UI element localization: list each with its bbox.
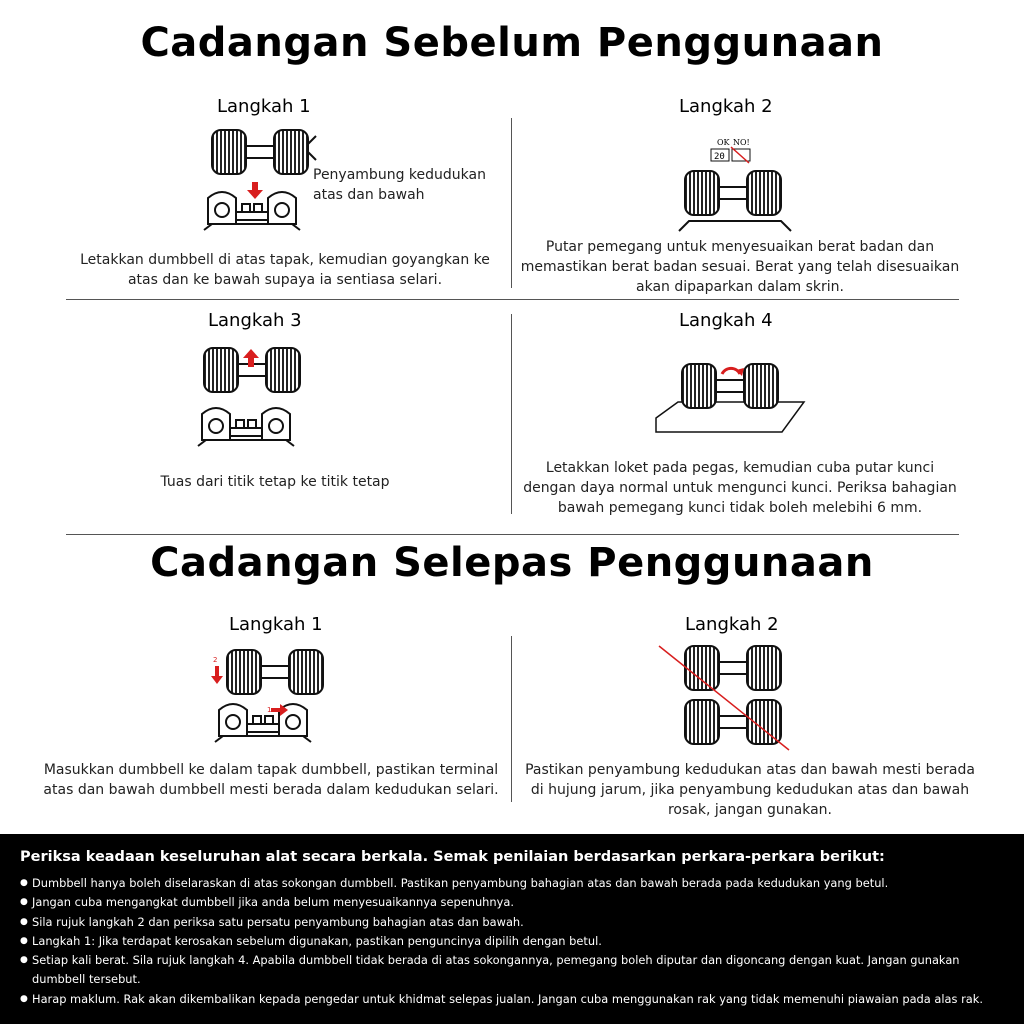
list-item: ● Jangan cuba mengangkat dumbbell jika anda belum menyesuaikannya sepenuhnya. [20, 893, 1010, 912]
section-title-after: Cadangan Selepas Penggunaan [150, 540, 874, 586]
list-item: ● Dumbbell hanya boleh diselaraskan di atas sokongan dumbbell. Pastikan penyambung bahagian atas dan bawah berada pada kedudukan yang betul. [20, 874, 1010, 893]
step-2-label: Langkah 2 [679, 96, 773, 117]
insert-dumbbell-illustration [205, 646, 340, 746]
step-3-caption: Tuas dari titik tetap ke titik tetap [160, 474, 390, 490]
connector-check-illustration [655, 640, 795, 752]
step-2-caption: Putar pemegang untuk menyesuaikan berat badan dan memastikan berat badan sesuai. Berat yang telah disesuaikan akan dipaparkan dalam skrin. [520, 239, 960, 295]
step-4-caption: Letakkan loket pada pegas, kemudian cuba putar kunci dengan daya normal untuk mengunci kunci. Periksa bahagian bawah pemegang kunci tidak boleh melebihi 6 mm. [523, 460, 957, 516]
section-title-before: Cadangan Sebelum Penggunaan [140, 20, 884, 66]
ok-label: OK [717, 138, 730, 147]
divider-vertical [511, 118, 512, 288]
list-item: ● Sila rujuk langkah 2 dan periksa satu persatu penyambung bahagian atas dan bawah. [20, 913, 1010, 932]
after-step-2-caption: Pastikan penyambung kedudukan atas dan bawah mesti berada di hujung jarum, jika penyambung kedudukan atas dan bawah rosak, jangan gunakan. [525, 762, 975, 818]
dumbbell-on-cradle-illustration [200, 124, 320, 234]
list-item: ● Langkah 1: Jika terdapat kerosakan sebelum digunakan, pastikan penguncinya dipilih dengan betul. [20, 932, 1010, 951]
ok-display-value: 20 [714, 152, 725, 162]
footer-heading: Periksa keadaan keseluruhan alat secara berkala. Semak penilaian berdasarkan perkara-perkara berikut: [20, 849, 885, 865]
lock-rotate-illustration [650, 356, 810, 446]
step-1-label: Langkah 1 [217, 96, 311, 117]
inspection-footer [0, 834, 1024, 1024]
after-step-2-label: Langkah 2 [685, 614, 779, 635]
inspection-list [20, 874, 1010, 1009]
step-1-caption: Letakkan dumbbell di atas tapak, kemudian goyangkan ke atas dan ke bawah supaya ia sentiasa selari. [80, 252, 490, 288]
divider-horizontal [66, 299, 959, 300]
after-step-1-label: Langkah 1 [229, 614, 323, 635]
arrow-1-label: 1 [267, 706, 272, 714]
step-4-label: Langkah 4 [679, 310, 773, 331]
down-arrow-icon [247, 182, 263, 199]
lift-dumbbell-illustration [188, 344, 308, 454]
dumbbell-screen-check-illustration [675, 135, 795, 235]
list-item: ● Setiap kali berat. Sila rujuk langkah 4. Apabila dumbbell tidak berada di atas sokongannya, pemegang boleh diputar dan digoncang dengan kuat. Jangan gunakan dumbbell tersebut. [20, 951, 1010, 990]
connector-note: Penyambung kedudukan atas dan bawah [313, 167, 486, 203]
down-arrow-icon [211, 666, 223, 684]
divider-vertical [511, 314, 512, 514]
rotate-arrow-icon [722, 368, 744, 376]
divider-vertical [511, 636, 512, 802]
step-3-label: Langkah 3 [208, 310, 302, 331]
after-step-1-caption: Masukkan dumbbell ke dalam tapak dumbbell, pastikan terminal atas dan bawah dumbbell mesti berada dalam kedudukan selari. [43, 762, 499, 798]
list-item: ● Harap maklum. Rak akan dikembalikan kepada pengedar untuk khidmat selepas jualan. Jangan cuba menggunakan rak yang tidak memenuhi piawaian pada alas rak. [20, 990, 1010, 1009]
arrow-2-label: 2 [213, 656, 218, 664]
divider-horizontal [66, 534, 959, 535]
no-label: NO! [733, 138, 750, 147]
